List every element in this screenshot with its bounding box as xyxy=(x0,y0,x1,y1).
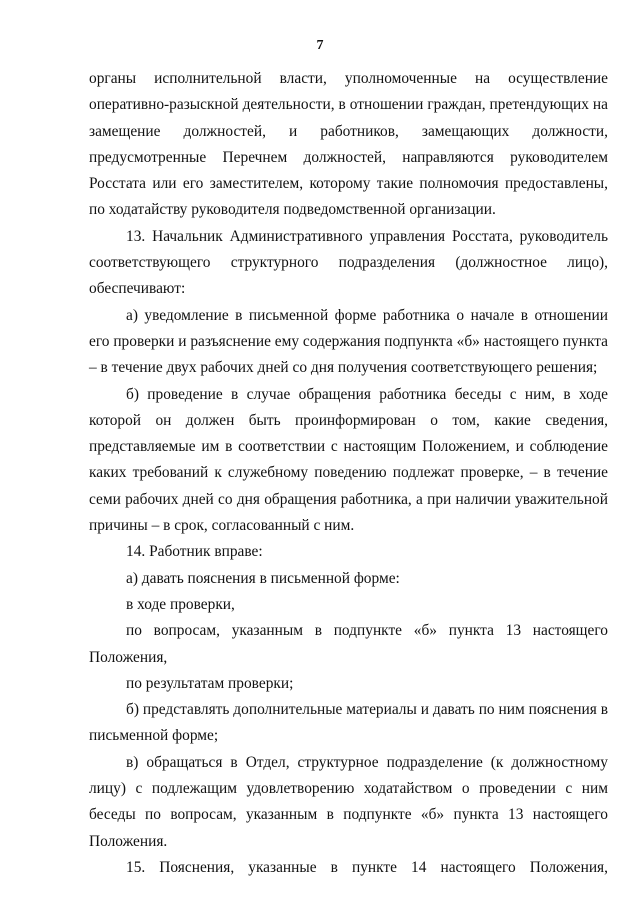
paragraph-item-14-b: б) представлять дополнительные материалы и давать по ним пояснения в письменной форме; xyxy=(89,701,608,745)
paragraph-item-13-a: а) уведомление в письменной форме работника о начале в отношении его проверки и разъяснение ему содержания подпункта «б» настоящего пункта – в течение двух рабочих дней со дня получения соответствующего решения; xyxy=(89,306,608,377)
paragraph-item-14-a-2: по вопросам, указанным в подпункте «б» пункта 13 настоящего Положения, xyxy=(89,622,608,666)
paragraph-item-14-c: в) обращаться в Отдел, структурное подразделение (к должностному лицу) с подлежащим удовлетворению ходатайством о проведении с ним беседы по вопросам, указанным в подпункте «б» пункта 13 настоящего Положения. xyxy=(89,753,608,850)
paragraph-item-15: 15. Пояснения, указанные в пункте 14 настоящего Положения, xyxy=(126,858,608,876)
page-number: 7 xyxy=(316,38,324,53)
paragraph-item-13-b: б) проведение в случае обращения работника беседы с ним, в ходе которой он должен быть проинформирован о том, какие сведения, представляемые им в соответствии с настоящим Положением, и соблюдение каких требований к служебному поведению подлежат проверке, – в течение семи рабочих дней со дня обращения работника, а при наличии уважительной причины – в срок, согласованный с ним. xyxy=(89,385,608,535)
paragraph-item-14-a-1: в ходе проверки, xyxy=(126,595,235,613)
paragraph-item-14-a: а) давать пояснения в письменной форме: xyxy=(126,569,400,587)
paragraph-item-14: 14. Работник вправе: xyxy=(126,543,263,561)
paragraph-item-13: 13. Начальник Административного управления Росстата, руководитель соответствующего структурного подразделения (должностное лицо), обеспечивают: xyxy=(89,227,608,298)
document-body xyxy=(89,66,608,881)
paragraph-item-14-a-3: по результатам проверки; xyxy=(126,674,294,692)
paragraph-continuation: органы исполнительной власти, уполномоченные на осуществление оперативно-разыскной деятельности, в отношении граждан, претендующих на замещение должностей, и работников, замещающих должности, предусмотренные Перечнем должностей, направляются руководителем Росстата или его заместителем, которому такие полномочия предоставлены, по ходатайству руководителя подведомственной организации. xyxy=(89,70,608,219)
